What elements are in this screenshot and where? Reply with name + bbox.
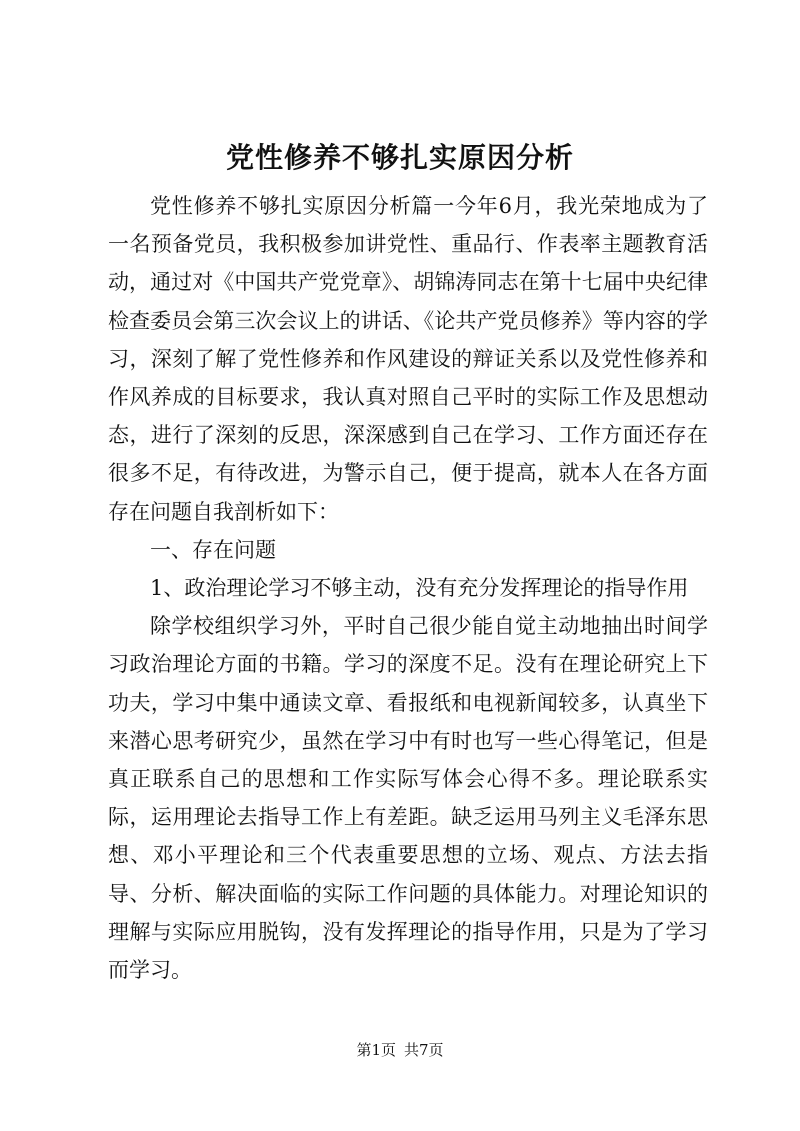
- subsection-heading: 1、政治理论学习不够主动，没有充分发挥理论的指导作用: [150, 576, 689, 601]
- page-footer: [0, 1040, 800, 1060]
- page-number: 第1页: [356, 1041, 396, 1059]
- page-total: 共7页: [404, 1041, 444, 1059]
- section-heading: 一、存在问题: [150, 537, 276, 562]
- paragraph-detail: 除学校组织学习外，平时自己很少能自觉主动地抽出时间学习政治理论方面的书籍。学习的深度不足。没有在理论研究上下功夫，学习中集中通读文章、看报纸和电视新闻较多，认真坐下来潜心思考研究少，虽然在学习中有时也写一些心得笔记，但是真正联系自己的思想和工作实际写体会心得不多。理论联系实际，运用理论去指导工作上有差距。缺乏运用马列主义毛泽东思想、邓小平理论和三个代表重要思想的立场、观点、方法去指导、分析、解决面临的实际工作问题的具体能力。对理论知识的理解与实际应用脱钩，没有发挥理论的指导作用，只是为了学习而学习。: [108, 614, 708, 983]
- document-body: [108, 187, 708, 989]
- document-title: 党性修养不够扎实原因分析: [225, 141, 574, 174]
- paragraph-intro: 党性修养不够扎实原因分析篇一今年6月，我光荣地成为了一名预备党员，我积极参加讲党性、重品行、作表率主题教育活动，通过对《中国共产党党章》、胡锦涛同志在第十七届中央纪律检查委员会第三次会议上的讲话、《论共产党员修养》等内容的学习，深刻了解了党性修养和作风建设的辩证关系以及党性修养和作风养成的目标要求，我认真对照自己平时的实际工作及思想动态，进行了深刻的反思，深深感到自己在学习、工作方面还存在很多不足，有待改进，为警示自己，便于提高，就本人在各方面存在问题自我剖析如下：: [108, 194, 708, 524]
